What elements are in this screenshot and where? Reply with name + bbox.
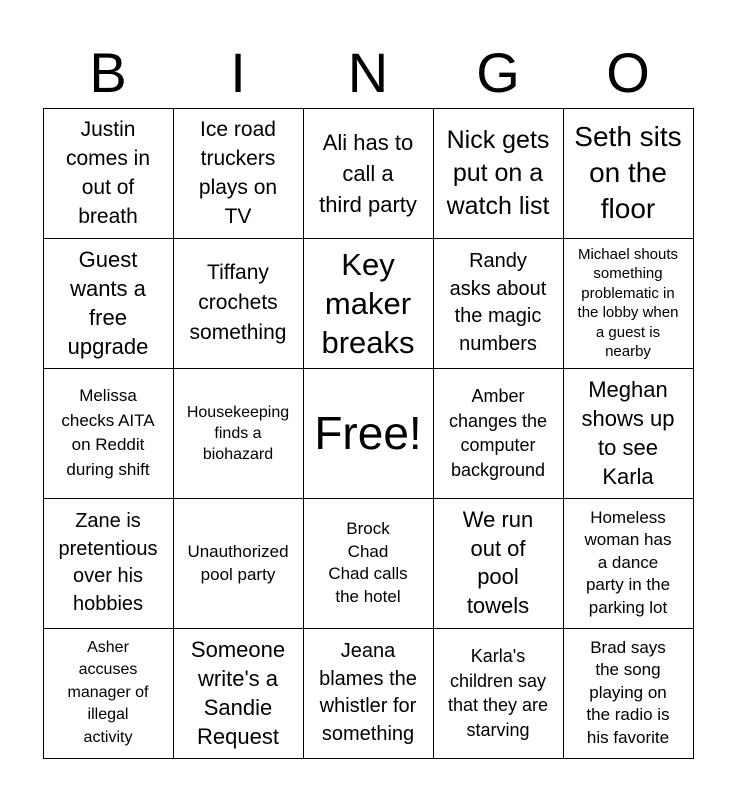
bingo-cell-text: Amber changes the computer background: [448, 386, 548, 480]
bingo-cell[interactable]: [173, 238, 304, 369]
bingo-cell[interactable]: [43, 628, 174, 759]
bingo-cell-text: Brad says the song playing on the radio is his favorite: [586, 637, 670, 747]
bingo-cell[interactable]: [433, 628, 564, 759]
bingo-cell-text: Someone write's a Sandie Request: [190, 637, 286, 749]
bingo-cell-text: Nick gets put on a watch list: [446, 125, 550, 220]
bingo-cell-text: Ice road truckers plays on TV: [198, 118, 278, 228]
bingo-cell[interactable]: [173, 498, 304, 629]
bingo-cell-text: Asher accuses manager of illegal activity: [67, 638, 149, 746]
bingo-cell[interactable]: [303, 628, 434, 759]
bingo-board: [43, 108, 693, 758]
bingo-cell-text: Seth sits on the floor: [574, 121, 682, 224]
bingo-cell[interactable]: [433, 368, 564, 499]
bingo-cell[interactable]: [303, 108, 434, 239]
bingo-cell[interactable]: [563, 368, 694, 499]
bingo-cell[interactable]: [563, 498, 694, 629]
bingo-cell-text: Michael shouts something problematic in the lobby when a guest is nearby: [577, 245, 679, 360]
bingo-cell-text: Tiffany crochets something: [189, 261, 287, 344]
free-space-cell[interactable]: [303, 368, 434, 499]
bingo-cell[interactable]: [433, 238, 564, 369]
bingo-cell[interactable]: [563, 238, 694, 369]
header-letter-i: I: [230, 41, 246, 104]
bingo-cell-text: Unauthorized pool party: [187, 542, 289, 584]
header-letter-g: G: [476, 41, 520, 104]
bingo-cell[interactable]: [43, 238, 174, 369]
bingo-cell[interactable]: [433, 108, 564, 239]
bingo-cell[interactable]: [173, 108, 304, 239]
bingo-cell-text: Housekeeping finds a biohazard: [186, 403, 290, 463]
bingo-cell-text: Karla's children say that they are starving: [447, 646, 549, 740]
bingo-cell[interactable]: [303, 498, 434, 629]
bingo-cell-text: Key maker breaks: [321, 246, 415, 360]
bingo-cell-text: Guest wants a free upgrade: [67, 247, 149, 359]
bingo-cell[interactable]: [173, 628, 304, 759]
header-letter-o: O: [606, 41, 650, 104]
header-letter-n: N: [347, 41, 389, 104]
bingo-cell-text: Jeana blames the whistler for something: [319, 640, 417, 745]
bingo-cell-text: Zane is pretentious over his hobbies: [58, 510, 158, 615]
bingo-cell[interactable]: [173, 368, 304, 499]
bingo-cell[interactable]: [563, 108, 694, 239]
bingo-cell-text: Melissa checks AITA on Reddit during shift: [61, 386, 155, 479]
bingo-cell-text: Randy asks about the magic numbers: [449, 250, 547, 355]
bingo-cell-text: Free!: [314, 407, 422, 459]
bingo-cell[interactable]: [563, 628, 694, 759]
bingo-cell-text: We run out of pool towels: [462, 507, 534, 618]
bingo-cell[interactable]: [433, 498, 564, 629]
bingo-cell-text: Justin comes in out of breath: [65, 118, 151, 228]
bingo-cell-text: Brock Chad Chad calls the hotel: [328, 519, 408, 606]
bingo-cell[interactable]: [303, 238, 434, 369]
bingo-header: [43, 38, 693, 108]
header-letter-b: B: [89, 41, 127, 104]
bingo-cell-text: Homeless woman has a dance party in the parking lot: [584, 507, 672, 617]
bingo-cell[interactable]: [43, 498, 174, 629]
bingo-cell-text: Ali has to call a third party: [319, 129, 417, 217]
bingo-cell[interactable]: [43, 108, 174, 239]
bingo-cell-text: Meghan shows up to see Karla: [581, 377, 675, 489]
bingo-cell[interactable]: [43, 368, 174, 499]
